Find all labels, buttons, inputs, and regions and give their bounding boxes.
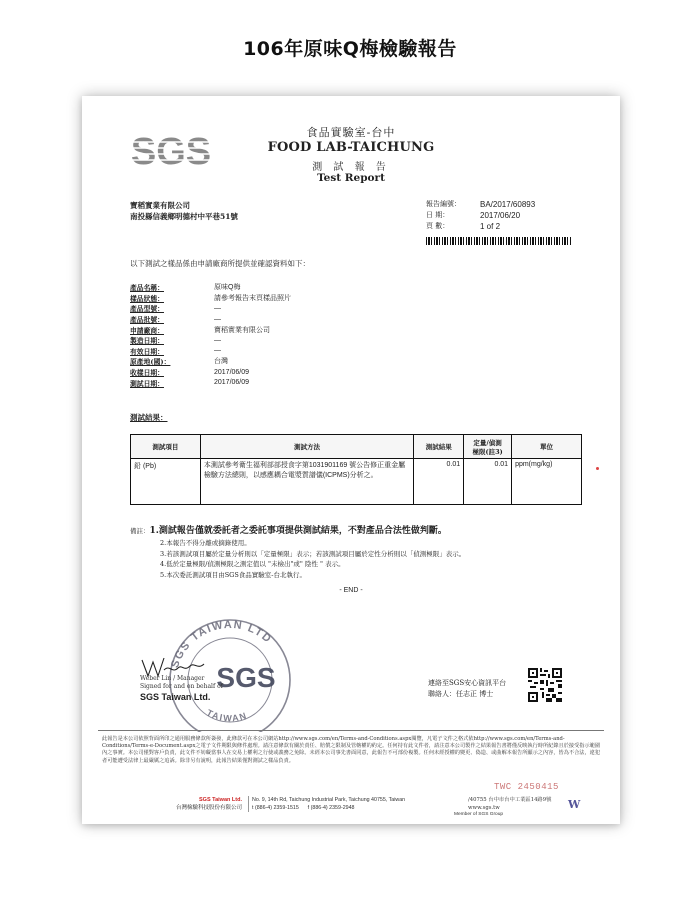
client-address: 南投縣信義鄉明德村中平巷51號 xyxy=(130,212,238,221)
header-unit: 單位 xyxy=(512,435,582,459)
cell-method: 本測試參考衛生福利部部授食字第1031901169 號公告修正重金屬檢驗方法總則，以感應耦合電漿質譜儀(ICPMS)分析之。 xyxy=(200,459,413,505)
contact-info xyxy=(428,678,506,700)
footer-brand xyxy=(102,796,242,812)
field-row xyxy=(130,293,291,304)
report-title-en: Test Report xyxy=(317,172,385,184)
svg-text:TAIWAN xyxy=(205,707,249,723)
intro-text: 以下測試之樣品係由申請廠商所提供並確認資料如下： xyxy=(130,259,310,268)
header-method: 測試方法 xyxy=(200,435,413,459)
meta-label: 頁 數： xyxy=(426,222,450,230)
sample-fields xyxy=(130,282,291,388)
footer-address-en: No. 9, 14th Rd, Taichung Industrial Park, Taichung 40755, Taiwan xyxy=(252,797,406,803)
field-label: 測試日期： xyxy=(130,379,164,388)
meta-value: BA/2017/60893 xyxy=(480,200,536,209)
footer-phone: t (886-4) 2359-1515 xyxy=(252,805,299,811)
qr-code-icon xyxy=(528,668,562,702)
field-value: 台灣 xyxy=(214,358,228,366)
notes-lead: 備註： xyxy=(130,527,150,535)
field-value: 寶稻實業有限公司 xyxy=(214,326,270,334)
field-label: 樣品狀態： xyxy=(130,294,164,303)
note-item: 2.本報告不得分離或摘錄使用。 xyxy=(160,539,251,547)
note-1: 1.測試報告僅就委託者之委託事項提供測試結果，不對產品合法性做判斷。 xyxy=(149,526,447,536)
field-label: 產品名稱： xyxy=(130,284,164,293)
footer-w-mark: W xyxy=(568,798,581,811)
footer-member: Member of SGS Group xyxy=(454,812,504,817)
cell-limit: 0.01 xyxy=(464,459,512,505)
field-row xyxy=(130,377,291,388)
header-limit-line1: 定量/偵測 xyxy=(473,438,502,447)
header-item: 測試項目 xyxy=(131,435,201,459)
footer-address-zh-block xyxy=(468,796,551,812)
field-row xyxy=(130,335,291,346)
field-label: 產品批號： xyxy=(130,316,164,325)
header-limit xyxy=(464,435,512,459)
meta-label: 報告編號： xyxy=(426,200,461,208)
stamp-bottom-text: TAIWAN xyxy=(204,707,249,724)
footer-address-zh: /40755 台中市台中工業區14路9號 xyxy=(468,797,552,803)
field-row xyxy=(130,282,291,293)
serial-number: TWC 2450415 xyxy=(494,782,559,792)
contact-line-2: 聯絡人：任志正 博士 xyxy=(428,690,494,698)
page-title: 106年原味Q梅檢驗報告 xyxy=(243,38,457,60)
field-value: 請參考報告末頁樣品照片 xyxy=(214,294,291,302)
meta-date xyxy=(426,210,535,221)
client-name: 寶稻實業有限公司 xyxy=(130,201,190,210)
field-value: — xyxy=(214,347,221,355)
header-result: 測試結果 xyxy=(414,435,464,459)
field-row xyxy=(130,314,291,325)
field-value: — xyxy=(214,315,221,323)
field-row xyxy=(130,356,291,367)
contact-line-1: 連絡至SGS安心資訊平台 xyxy=(428,679,507,687)
footer-brand-en: SGS Taiwan Ltd. xyxy=(199,797,242,803)
cell-result: 0.01 xyxy=(414,459,464,505)
barcode xyxy=(426,237,572,245)
field-label: 有效日期： xyxy=(130,347,164,356)
end-marker: - END - xyxy=(339,587,363,594)
stamp-logo-text: SGS xyxy=(216,662,276,693)
note-item: 4.低於定量極限/偵測極限之測定值以 "未檢出"或" 陰性 " 表示。 xyxy=(160,560,345,568)
lab-name-zh: 食品實驗室-台中 xyxy=(306,126,396,139)
report-meta xyxy=(426,199,535,232)
field-value: 2017/06/09 xyxy=(214,368,250,376)
signatory-title xyxy=(140,675,223,691)
field-label: 原產地(國)： xyxy=(130,358,171,367)
meta-label: 日 期： xyxy=(426,211,450,219)
meta-pages xyxy=(426,221,535,232)
field-label: 製造日期： xyxy=(130,337,164,346)
table-row xyxy=(131,459,582,505)
field-label: 收樣日期： xyxy=(130,369,164,378)
field-row xyxy=(130,346,291,357)
sgs-logo-text: SGS xyxy=(130,131,212,170)
note-item: 5.本次委託測試項目由SGS食品實驗室-台北執行。 xyxy=(160,570,306,579)
disclaimer-text: 此報告是本公司依照背面所印之通用服務條款所簽發，此條款可在本公司網站http://www.sgs.com/en/Terms-and-Conditions.aspx閱覽，凡電子文件之格式依http://www.sgs.com/en/Terms-and-Conditions/Terms-e-Document.aspx之電子文件期限與條件處理。請注意條款有關於責任、賠償之限制及管轄權的約定。任何持有此文件者，請注意本公司製作之結果報告書將僅反映執行時所紀錄且於接受指示範圍內之事實。本公司僅對客戶負責，此文件不妨礙當事人在交易上權利之行使或義務之免除。未經本公司事先書面同意，此報告不可部份複製。任何未經授權的變更、偽造、或曲解本報告所顯示之內容，皆為不合法，違犯者可能遭受法律上最嚴厲之追訴。除非另有說明，此報告結果僅對測試之樣品負責。 xyxy=(102,736,601,764)
note-item: 3.若該測試項目屬於定量分析則以「定量極限」表示；若該測試項目屬於定性分析則以「偵測極限」表示。 xyxy=(160,549,466,558)
meta-report-number xyxy=(426,199,535,210)
field-row xyxy=(130,367,291,378)
field-label: 申請廠商： xyxy=(130,326,164,335)
notes xyxy=(130,524,465,580)
header-limit-line2: 極限(註3) xyxy=(472,447,503,456)
signed-on-behalf: Signed for and on behalf of xyxy=(140,683,223,690)
cell-item: 鉛 (Pb) xyxy=(131,459,201,505)
stamp-text: SGS TAIWAN LTD xyxy=(169,618,275,670)
footer-brand-zh: 台灣檢驗科技股份有限公司 xyxy=(175,805,242,811)
signatory-name: Weber Lin / Manager xyxy=(140,675,205,682)
results-table xyxy=(130,434,582,505)
cell-unit: ppm(mg/kg) xyxy=(512,459,582,505)
field-value: — xyxy=(214,336,221,344)
divider xyxy=(98,730,604,731)
field-value: — xyxy=(214,304,221,312)
field-row xyxy=(130,324,291,335)
test-report-document xyxy=(82,96,620,824)
signatory-company: SGS Taiwan Ltd. xyxy=(140,692,211,702)
table-header-row xyxy=(131,435,582,459)
field-label: 產品型號： xyxy=(130,305,164,314)
field-row xyxy=(130,303,291,314)
report-title-zh: 測 試 報 告 xyxy=(312,162,390,173)
red-mark xyxy=(596,467,599,470)
field-value: 原味Q梅 xyxy=(214,284,241,292)
footer-fax: f (886-4) 2359-2948 xyxy=(307,805,355,811)
lab-name-en: FOOD LAB-TAICHUNG xyxy=(267,140,435,155)
field-value: 2017/06/09 xyxy=(214,379,250,387)
footer-address xyxy=(248,796,405,812)
meta-value: 2017/06/20 xyxy=(480,211,521,220)
results-title: 測試結果： xyxy=(130,413,168,422)
footer-web: www.sgs.tw xyxy=(468,805,500,811)
meta-value: 1 of 2 xyxy=(480,222,501,231)
